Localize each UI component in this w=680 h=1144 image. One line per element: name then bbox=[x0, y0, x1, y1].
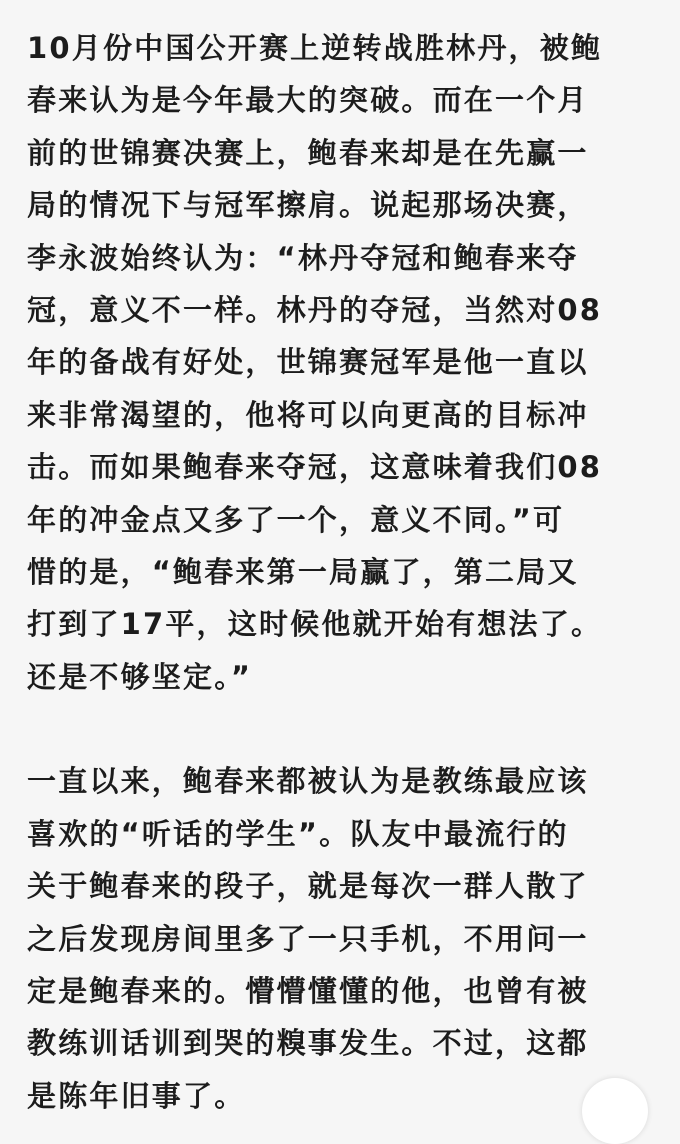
text-line: 之后发现房间里多了一只手机，不用问一 bbox=[27, 921, 589, 956]
paragraph-1 bbox=[27, 22, 657, 703]
text-line: 10月份中国公开赛上逆转战胜林丹，被鲍 bbox=[27, 31, 603, 65]
text-line: 喜欢的“听话的学生”。队友中最流行的 bbox=[27, 816, 569, 851]
paragraph-2 bbox=[27, 755, 657, 1122]
text-line: 春来认为是今年最大的突破。而在一个月 bbox=[27, 83, 589, 118]
text-line: 冠，意义不一样。林丹的夺冠，当然对08 bbox=[27, 292, 603, 327]
text-line: 年的备战有好处，世锦赛冠军是他一直以 bbox=[27, 345, 589, 380]
text-line: 年的冲金点又多了一个，意义不同。”可 bbox=[27, 502, 565, 537]
text-line: 定是鲍春来的。懵懵懂懂的他，也曾有被 bbox=[27, 974, 589, 1009]
article-body bbox=[27, 22, 657, 1122]
text-line: 是陈年旧事了。 bbox=[27, 1078, 246, 1113]
text-line: 一直以来，鲍春来都被认为是教练最应该 bbox=[27, 764, 589, 799]
text-line: 关于鲍春来的段子，就是每次一群人散了 bbox=[27, 869, 589, 904]
text-line: 李永波始终认为：“林丹夺冠和鲍春来夺 bbox=[27, 240, 579, 275]
text-line: 前的世锦赛决赛上，鲍春来却是在先赢一 bbox=[27, 135, 589, 170]
text-line: 教练训话训到哭的糗事发生。不过，这都 bbox=[27, 1026, 589, 1061]
floating-action-button[interactable] bbox=[582, 1078, 648, 1144]
text-line: 惜的是，“鲍春来第一局赢了，第二局又 bbox=[27, 554, 579, 589]
text-line: 打到了17平，这时候他就开始有想法了。 bbox=[27, 607, 603, 642]
text-line: 击。而如果鲍春来夺冠，这意味着我们08 bbox=[27, 450, 603, 485]
text-line: 局的情况下与冠军擦肩。说起那场决赛， bbox=[27, 188, 589, 223]
text-line: 来非常渴望的，他将可以向更高的目标冲 bbox=[27, 397, 589, 432]
text-line: 还是不够坚定。” bbox=[27, 659, 253, 694]
